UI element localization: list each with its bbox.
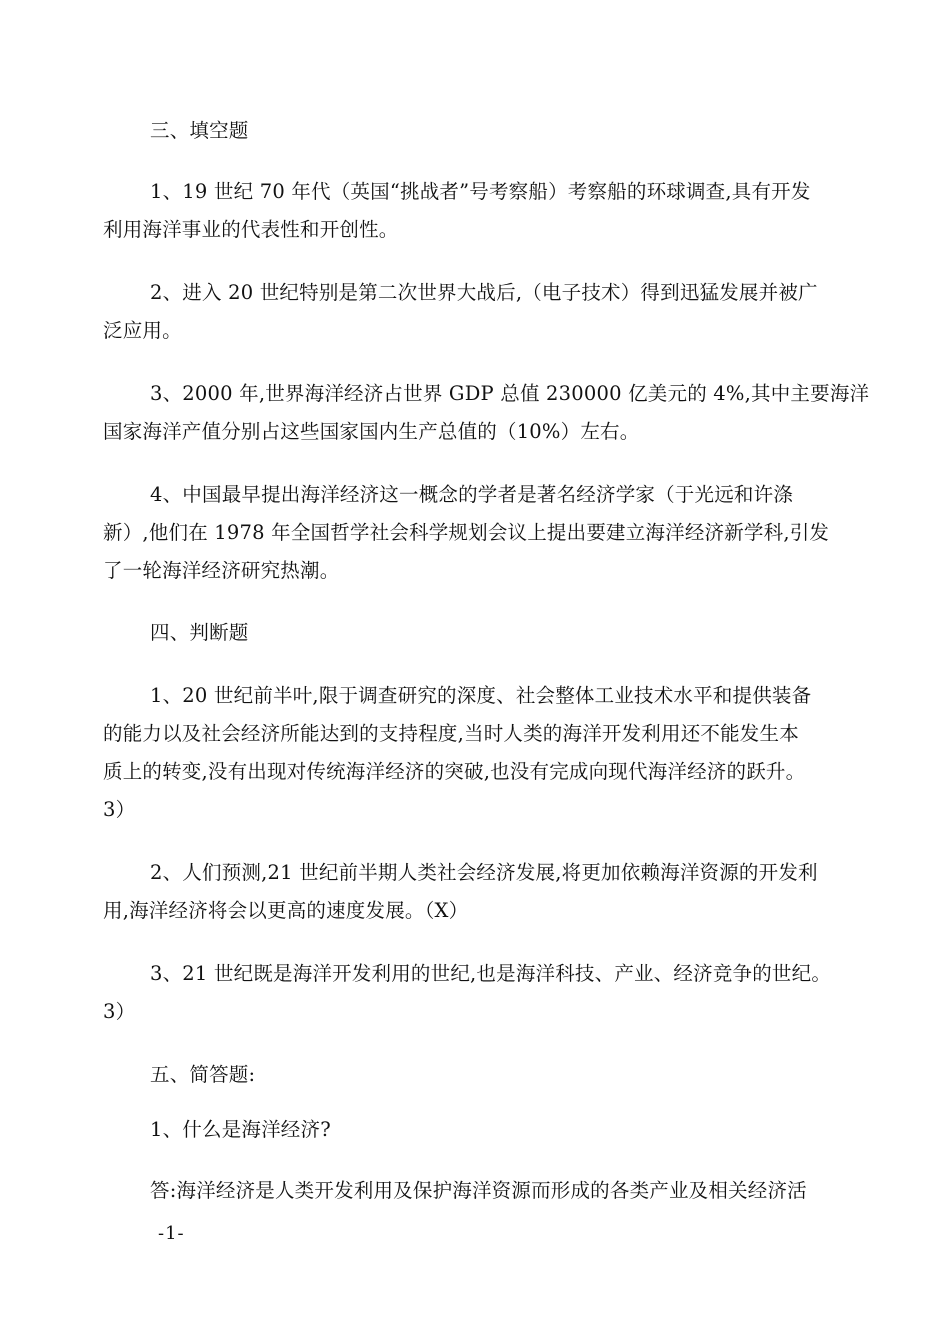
section-heading-fill-blank: 三、填空题 — [150, 119, 249, 142]
fill-blank-q1-line2: 利用海洋事业的代表性和开创性。 — [103, 218, 399, 241]
fill-blank-q4-line2: 新）,他们在 1978 年全国哲学社会科学规划会议上提出要建立海洋经济新学科,引发 — [103, 521, 830, 544]
section-heading-short-answer: 五、简答题: — [150, 1063, 256, 1086]
fill-blank-q1-line1: 1、19 世纪 70 年代（英国“挑战者”号考察船）考察船的环球调查,具有开发 — [150, 180, 811, 203]
short-answer-q1-answer-line1: 答:海洋经济是人类开发利用及保护海洋资源而形成的各类产业及相关经济活 — [150, 1179, 807, 1202]
fill-blank-q3-line1: 3、2000 年,世界海洋经济占世界 GDP 总值 230000 亿美元的 4%,其中主要海洋 — [150, 382, 870, 405]
true-false-q2-line1: 2、人们预测,21 世纪前半期人类社会经济发展,将更加依赖海洋资源的开发利 — [150, 861, 818, 884]
fill-blank-q4-line3: 了一轮海洋经济研究热潮。 — [103, 559, 340, 582]
true-false-q3-line2: 3） — [103, 1000, 136, 1023]
fill-blank-q2-line1: 2、进入 20 世纪特别是第二次世界大战后,（电子技术）得到迅猛发展并被广 — [150, 281, 818, 304]
true-false-q3-line1: 3、21 世纪既是海洋开发利用的世纪,也是海洋科技、产业、经济竞争的世纪。 — [150, 962, 832, 985]
section-heading-true-false: 四、判断题 — [150, 621, 249, 644]
fill-blank-q4-line1: 4、中国最早提出海洋经济这一概念的学者是著名经济学家（于光远和许涤 — [150, 483, 794, 506]
fill-blank-q3-line2: 国家海洋产值分别占这些国家国内生产总值的（10%）左右。 — [103, 420, 640, 443]
page-number: -1- — [158, 1223, 185, 1244]
true-false-q1-line3: 质上的转变,没有出现对传统海洋经济的突破,也没有完成向现代海洋经济的跃升。 — [103, 760, 806, 783]
true-false-q2-line2: 用,海洋经济将会以更高的速度发展。（X） — [103, 899, 469, 922]
true-false-q1-line4: 3） — [103, 798, 136, 821]
true-false-q1-line1: 1、20 世纪前半叶,限于调查研究的深度、社会整体工业技术水平和提供装备 — [150, 684, 812, 707]
fill-blank-q2-line2: 泛应用。 — [103, 319, 182, 342]
short-answer-q1-question: 1、什么是海洋经济? — [150, 1118, 331, 1141]
true-false-q1-line2: 的能力以及社会经济所能达到的支持程度,当时人类的海洋开发利用还不能发生本 — [103, 722, 799, 745]
